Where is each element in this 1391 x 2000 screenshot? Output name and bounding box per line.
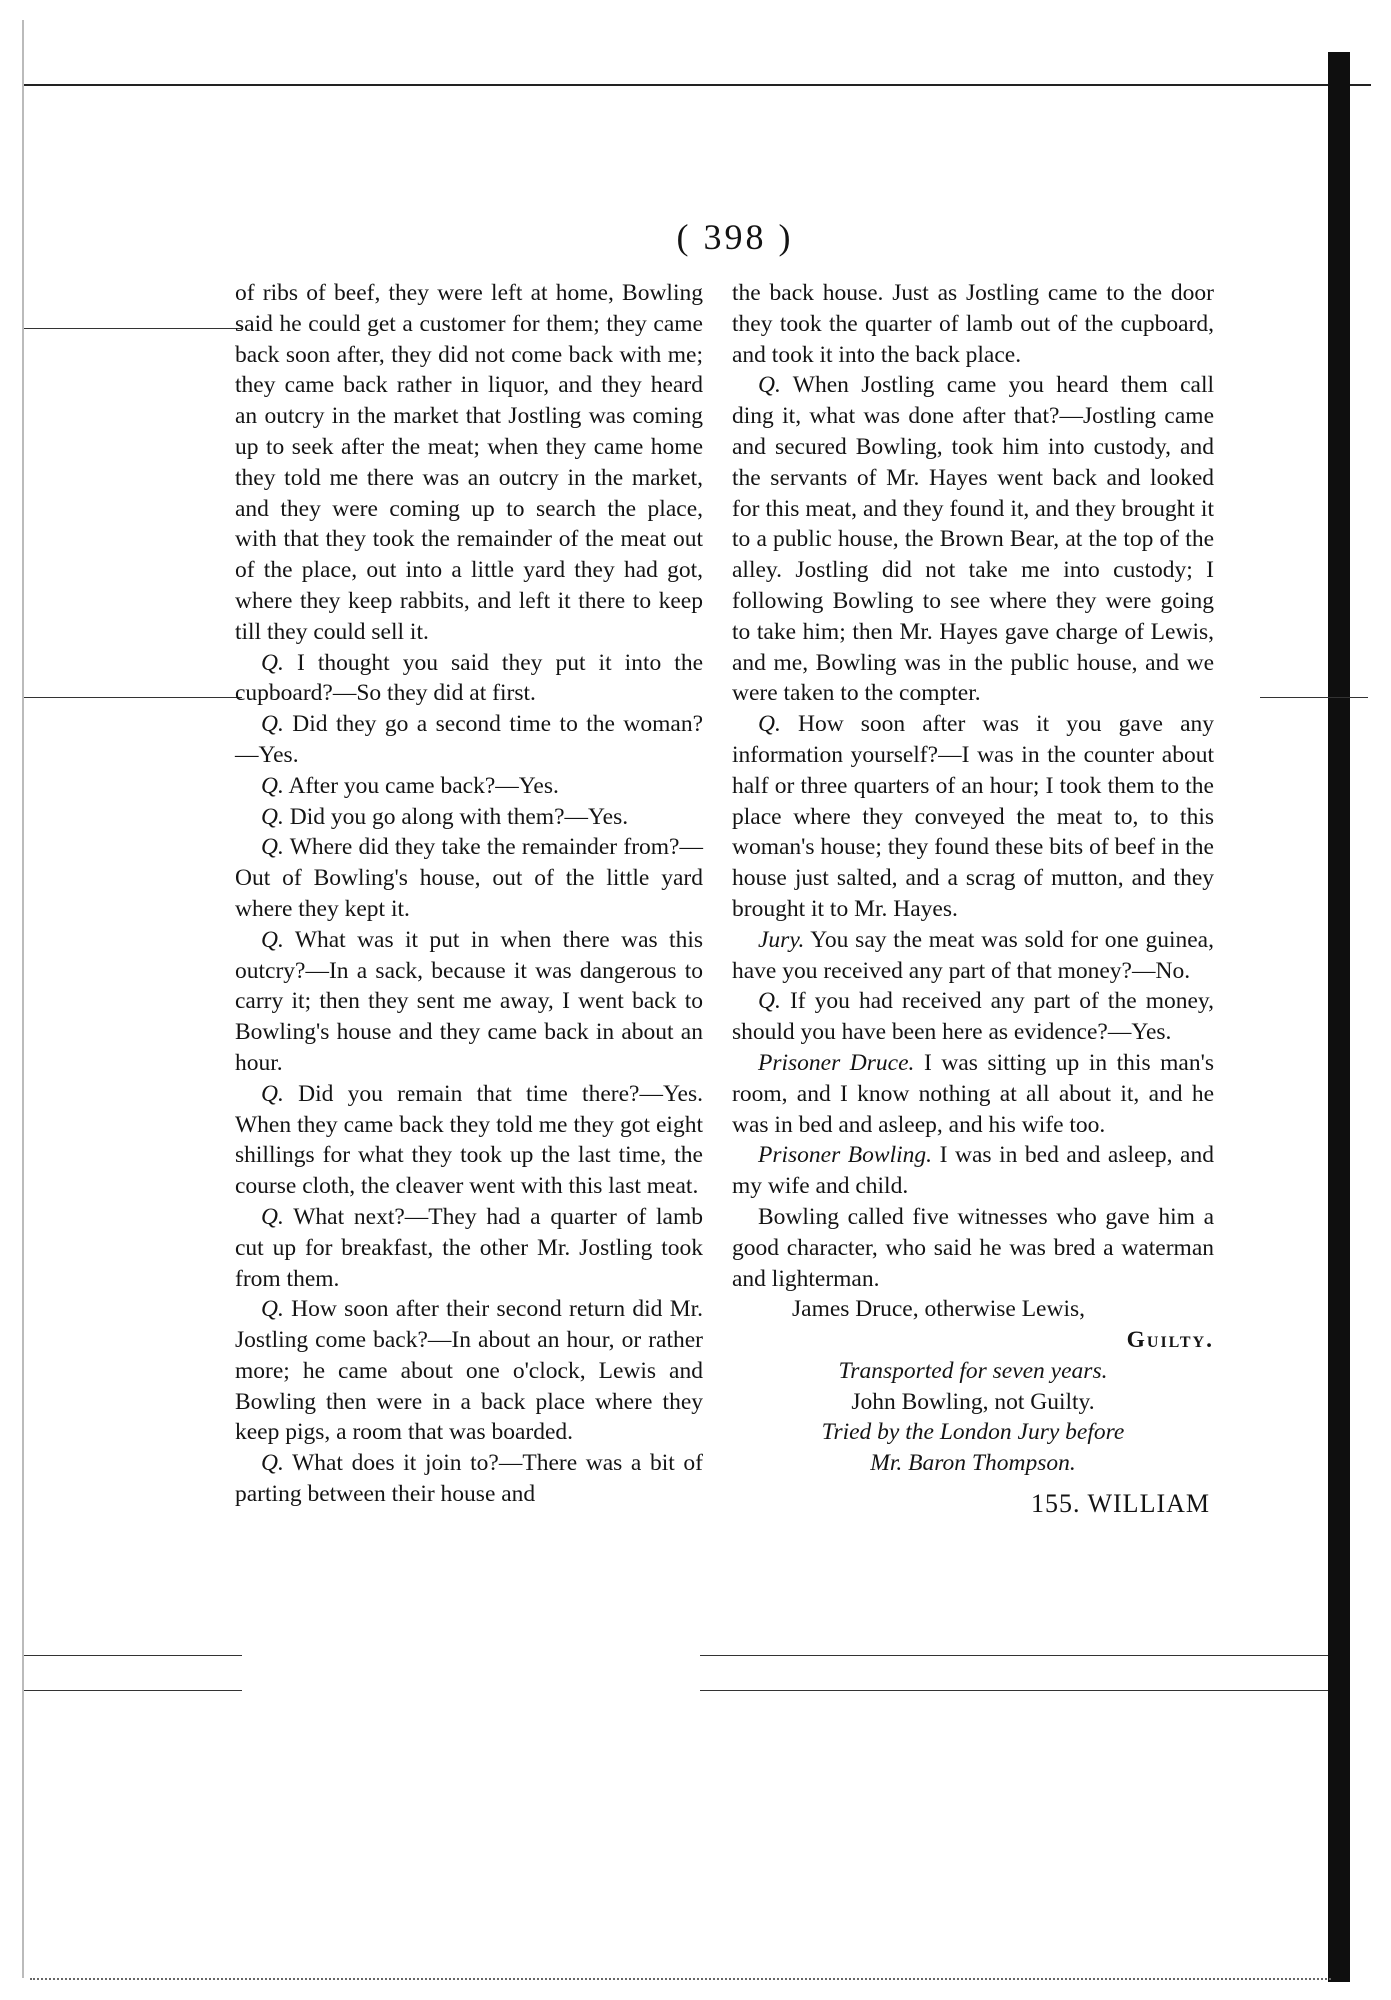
question-paragraph: Q. I thought you said they put it into the cupboard?—So they did at first.: [235, 649, 704, 707]
page-number: ( 398 ): [676, 217, 794, 257]
question-paragraph: Q. What does it join to?—There was a bit of parting between their house and: [235, 1450, 703, 1508]
scan-line: [700, 1690, 1328, 1691]
trial-court: Tried by the London Jury before: [821, 1419, 1125, 1446]
question-paragraph: Q. Did they go a second time to the woman?—Yes.: [235, 711, 704, 768]
question-paragraph: Q. Did you remain that time there?—Yes. When they came back they told me they got eight shillings for what they took up the last time, the course cloth, the cleaver went with this last meat.: [235, 1080, 704, 1200]
second-defendant-verdict: John Bowling, not Guilty.: [851, 1388, 1095, 1415]
scan-line: [1260, 697, 1368, 698]
prisoner-defence: Prisoner Bowling. I was in bed and asleep, and my wife and child.: [732, 1142, 1214, 1200]
right-column: [732, 278, 1214, 1520]
page-right-edge-bar: [1328, 52, 1350, 1982]
question-paragraph: Q. If you had received any part of the money, should you have been here as evidence?—Yes.: [732, 988, 1215, 1046]
question-paragraph: Q. What next?—They had a quarter of lamb cut up for breakfast, the other Mr. Jostling took from them.: [235, 1203, 704, 1292]
paragraph: the back house. Just as Jostling came to the door they took the quarter of lamb out of the cupboard, and took it into the back place.: [732, 280, 1214, 368]
question-paragraph: Q. When Jostling came you heard them call ding it, what was done after that?—Jostling came and secured Bowling, took him into custody, and the servants of Mr. Hayes went back and looked for this meat, and they found it, and they brought it to a public house, the Brown Bear, at the top of the alley. Jostling did not take me into custody; I following Bowling to see where they were going to take him; then Mr. Hayes gave charge of Lewis, and me, Bowling was in the public house, and we were taken to the compter.: [732, 372, 1214, 707]
scan-line: [24, 1690, 242, 1691]
judge-name: Mr. Baron Thompson.: [870, 1450, 1076, 1477]
scan-line: [700, 1655, 1328, 1656]
question-paragraph: Q. After you came back?—Yes.: [261, 772, 559, 799]
page-top-rule: [22, 84, 1371, 86]
question-paragraph: Q. How soon after their second return did Mr. Jostling come back?—In about an hour, or rather more; he came about one o'clock, Lewis and Bowling then were in a back place where they keep pigs, a room that was boarded.: [235, 1296, 703, 1446]
left-column: [235, 278, 703, 1510]
page-bottom-edge: [30, 1978, 1331, 1980]
prisoner-defence: Prisoner Druce. I was sitting up in this man's room, and I know nothing at all about it, and he was in bed and asleep, and his wife too.: [732, 1049, 1214, 1138]
question-paragraph: Q. How soon after was it you gave any information yourself?—I was in the counter about half or three quarters of an hour; I took them to the place where they conveyed the meat to, to this woman's house; they found these bits of beef in the house just salted, and a scrag of mutton, and they brought it to Mr. Hayes.: [732, 711, 1214, 922]
sentence: Transported for seven years.: [838, 1357, 1108, 1384]
witnesses-paragraph: Bowling called five witnesses who gave him a good character, who said he was bred a waterman and lighterman.: [732, 1203, 1214, 1292]
scan-line: [24, 1655, 242, 1656]
scan-line: [24, 697, 242, 698]
question-paragraph: Q. Did you go along with them?—Yes.: [261, 803, 629, 830]
scan-line: [24, 328, 242, 329]
page-left-edge: [22, 20, 24, 1978]
jury-paragraph: Jury. You say the meat was sold for one guinea, have you received any part of that money?—No.: [732, 926, 1214, 984]
verdict: Guilty.: [1126, 1327, 1214, 1354]
catchword: 155. WILLIAM: [1030, 1489, 1210, 1519]
paragraph: of ribs of beef, they were left at home, Bowling said he could get a customer for them; they came back soon after, they did not come back with me; they came back rather in liquor, and they heard an outcry in the market that Jostling was coming up to seek after the meat; when they came home they told me there was an outcry in the market, and they were coming up to search the place, with that they took the remainder of the meat out of the place, out into a little yard they had got, where they keep rabbits, and left it there to keep till they could sell it.: [235, 280, 703, 645]
defendant-name: James Druce, otherwise Lewis,: [792, 1296, 1086, 1323]
question-paragraph: Q. Where did they take the remainder from?—Out of Bowling's house, out of the little yard where they kept it.: [235, 834, 703, 922]
question-paragraph: Q. What was it put in when there was this outcry?—In a sack, because it was dangerous to carry it; then they sent me away, I went back to Bowling's house and they came back in about an hour.: [235, 926, 703, 1076]
